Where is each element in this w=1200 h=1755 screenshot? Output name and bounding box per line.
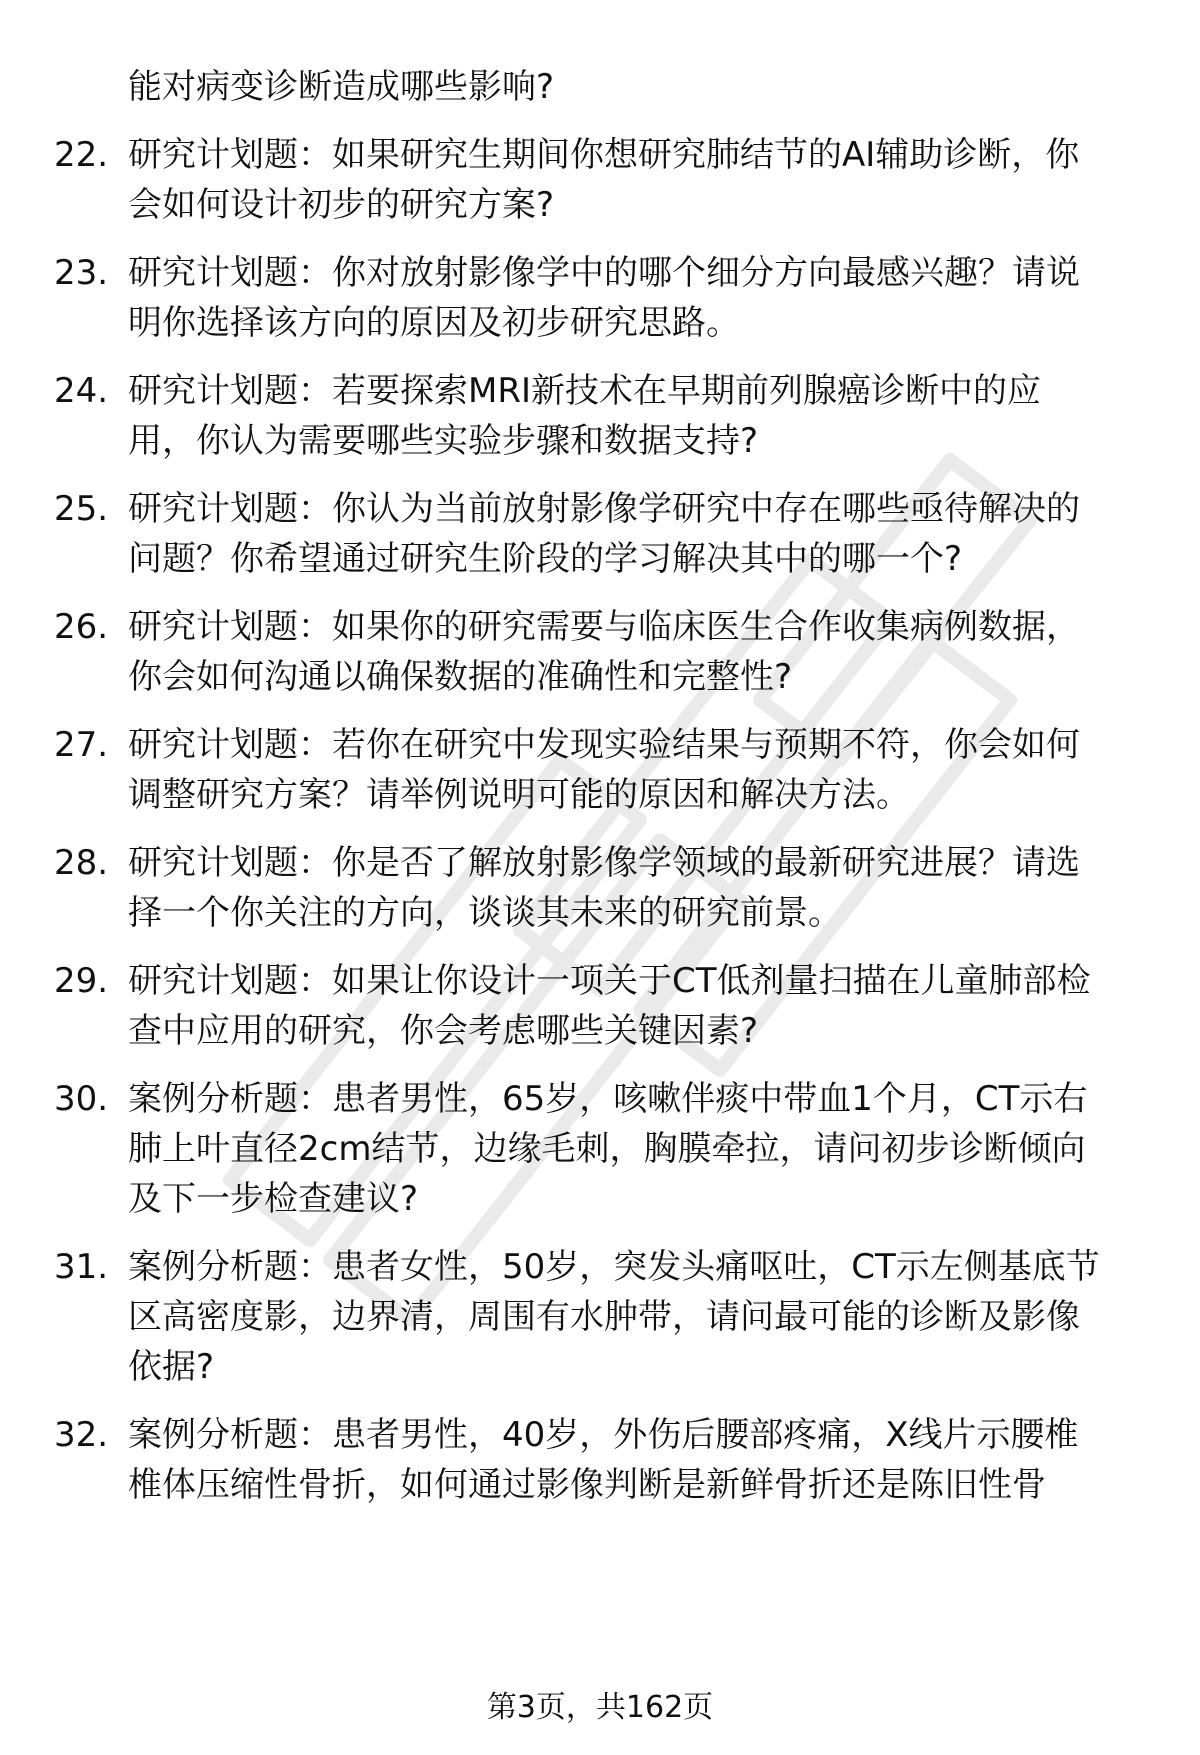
- question-item: [54, 956, 1164, 1056]
- question-number: 29.: [54, 961, 109, 1001]
- question-item: [54, 1242, 1164, 1392]
- question-text-line: 案例分析题：患者女性，50岁，突发头痛呕吐，CT示左侧基底节: [128, 1247, 1100, 1287]
- question-text-line: 研究计划题：你对放射影像学中的哪个细分方向最感兴趣？请说: [128, 253, 1080, 293]
- question-number: 24.: [54, 371, 109, 411]
- question-item: [54, 248, 1164, 348]
- question-text-line: 查中应用的研究，你会考虑哪些关键因素?: [128, 1011, 759, 1051]
- question-text-line: 区高密度影，边界清，周围有水肿带，请问最可能的诊断及影像: [128, 1297, 1080, 1337]
- question-item: [54, 130, 1164, 230]
- question-number: 22.: [54, 135, 109, 175]
- question-text-line: 研究计划题：你认为当前放射影像学研究中存在哪些亟待解决的: [128, 489, 1080, 529]
- question-text-line: 研究计划题：你是否了解放射影像学领域的最新研究进展？请选: [128, 843, 1080, 883]
- question-item: [54, 366, 1164, 466]
- continued-question-line: 能对病变诊断造成哪些影响?: [128, 67, 555, 107]
- question-text-line: 你会如何沟通以确保数据的准确性和完整性?: [128, 657, 793, 697]
- question-text-line: 及下一步检查建议?: [128, 1179, 419, 1219]
- question-number: 25.: [54, 489, 109, 529]
- question-item: [54, 1410, 1164, 1510]
- question-text-line: 研究计划题：若要探索MRI新技术在早期前列腺癌诊断中的应: [128, 371, 1041, 411]
- question-number: 32.: [54, 1415, 109, 1455]
- question-text-line: 案例分析题：患者男性，65岁，咳嗽伴痰中带血1个月，CT示右: [128, 1079, 1088, 1119]
- question-number: 31.: [54, 1247, 109, 1287]
- question-text-line: 椎体压缩性骨折，如何通过影像判断是新鲜骨折还是陈旧性骨: [128, 1465, 1046, 1505]
- question-number: 23.: [54, 253, 109, 293]
- question-number: 27.: [54, 725, 109, 765]
- question-item: [54, 484, 1164, 584]
- page-number-footer: 第3页，共162页: [486, 1690, 714, 1725]
- question-text-line: 研究计划题：如果研究生期间你想研究肺结节的AI辅助诊断，你: [128, 135, 1080, 175]
- question-item: [54, 602, 1164, 702]
- question-text-line: 研究计划题：若你在研究中发现实验结果与预期不符，你会如何: [128, 725, 1080, 765]
- question-item: [54, 1074, 1164, 1224]
- question-text-line: 研究计划题：如果让你设计一项关于CT低剂量扫描在儿童肺部检: [128, 961, 1091, 1001]
- question-text-line: 依据?: [128, 1347, 215, 1387]
- question-text-line: 会如何设计初步的研究方案?: [128, 185, 555, 225]
- question-text-line: 用，你认为需要哪些实验步骤和数据支持?: [128, 421, 759, 461]
- question-text-line: 研究计划题：如果你的研究需要与临床医生合作收集病例数据，: [128, 607, 1080, 647]
- question-text-line: 肺上叶直径2cm结节，边缘毛刺，胸膜牵拉，请问初步诊断倾向: [128, 1129, 1086, 1169]
- question-text-line: 择一个你关注的方向，谈谈其未来的研究前景。: [128, 893, 842, 933]
- question-text-line: 问题？你希望通过研究生阶段的学习解决其中的哪一个?: [128, 539, 963, 579]
- question-text-line: 案例分析题：患者男性，40岁，外伤后腰部疼痛，X线片示腰椎: [128, 1415, 1079, 1455]
- question-number: 30.: [54, 1079, 109, 1119]
- question-item: [54, 720, 1164, 820]
- question-text-line: 调整研究方案？请举例说明可能的原因和解决方法。: [128, 775, 910, 815]
- question-item: [54, 838, 1164, 938]
- question-number: 28.: [54, 843, 109, 883]
- question-number: 26.: [54, 607, 109, 647]
- question-text-line: 明你选择该方向的原因及初步研究思路。: [128, 303, 740, 343]
